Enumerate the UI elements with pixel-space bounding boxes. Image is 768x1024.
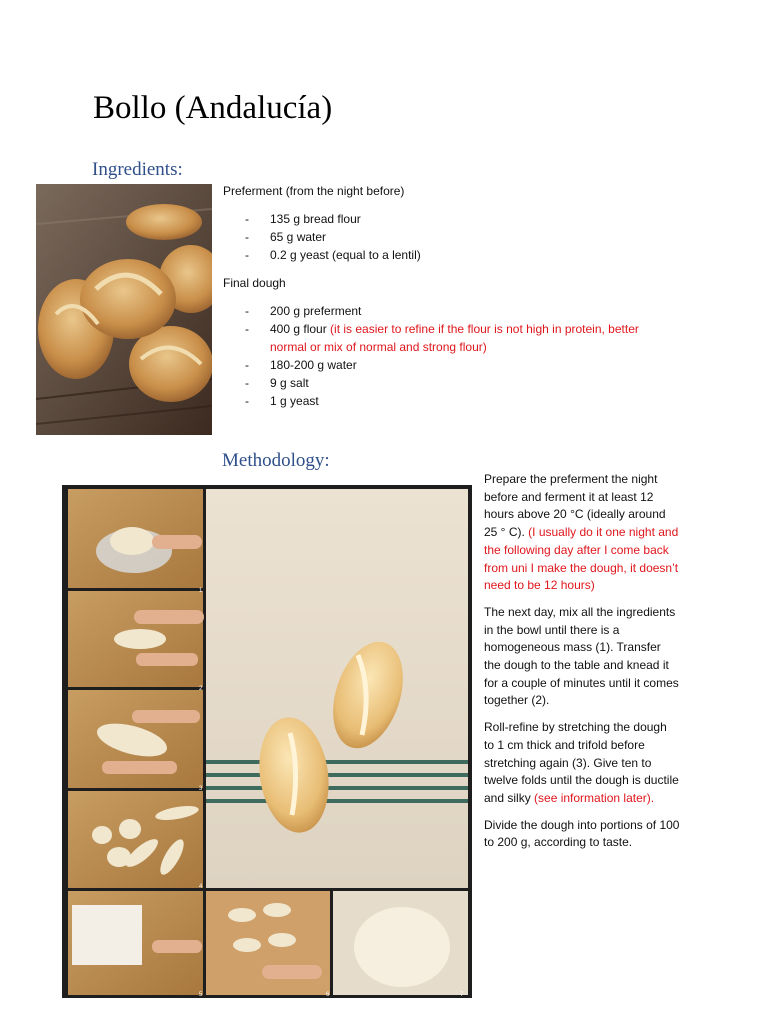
- item-text: 200 g preferment: [270, 304, 362, 318]
- step-number: 3: [199, 786, 203, 792]
- methodology-heading: Methodology:: [222, 450, 330, 471]
- step-number: 1: [199, 588, 203, 594]
- step-number: 6: [326, 992, 330, 998]
- list-item: - 65 g water: [223, 228, 663, 246]
- steps-collage-illustration: [62, 485, 472, 998]
- list-item: [223, 374, 663, 392]
- final-dough-list: [223, 302, 663, 410]
- paragraph: [484, 719, 680, 808]
- step-number: 2: [199, 686, 203, 692]
- steps-photo-collage: [62, 485, 472, 998]
- list-item: - 135 g bread flour: [223, 210, 663, 228]
- paragraph-text: Divide the dough into portions of 100 to 200 g, according to taste.: [484, 817, 680, 850]
- paragraph-note: (see information later).: [534, 790, 655, 805]
- bread-rolls-photo: [36, 184, 212, 435]
- item-text: 1 g yeast: [270, 394, 319, 408]
- ingredients-heading: Ingredients:: [92, 159, 183, 180]
- list-item: [223, 302, 663, 320]
- item-text: 180-200 g water: [270, 358, 357, 372]
- paragraph: [484, 471, 680, 595]
- item-text: 400 g flour: [270, 322, 331, 336]
- ingredients-block: [223, 182, 663, 420]
- list-item: [223, 320, 663, 356]
- item-text: 9 g salt: [270, 376, 309, 390]
- step-number: 4: [199, 884, 203, 890]
- list-item: - 0.2 g yeast (equal to a lentil): [223, 246, 663, 264]
- paragraph: [484, 604, 680, 710]
- paragraph: [484, 817, 680, 852]
- page-title: Bollo (Andalucía): [93, 90, 333, 126]
- bread-rolls-illustration: [36, 184, 212, 435]
- final-dough-heading: Final dough: [223, 276, 286, 290]
- methodology-text: [484, 471, 680, 861]
- preferment-list: [223, 210, 663, 264]
- preferment-heading: Preferment (from the night before): [223, 184, 405, 198]
- item-note: (it is easier to refine if the flour is not high in protein, better normal or mix of normal and strong flour): [270, 322, 639, 354]
- paragraph-note: (I usually do it one night and the following day after I come back from uni I make the dough, it doesn’t need to be 12 hours): [484, 525, 679, 593]
- step-number: 5: [199, 992, 203, 998]
- paragraph-text: Prepare the preferment the night before and ferment it at least 12 hours above 20 °C (ideally around 25 ° C).: [484, 472, 666, 540]
- step-number: 7: [460, 992, 464, 998]
- paragraph-text: Roll-refine by stretching the dough to 1 cm thick and trifold before stretching again (3). Give ten to twelve folds until the dough is ductile and silky: [484, 720, 679, 805]
- paragraph-text: The next day, mix all the ingredients in the bowl until there is a homogeneous mass (1). Transfer the dough to the table and knead it for a couple of minutes until it comes together (2).: [484, 604, 679, 708]
- list-item: [223, 356, 663, 374]
- list-item: [223, 392, 663, 410]
